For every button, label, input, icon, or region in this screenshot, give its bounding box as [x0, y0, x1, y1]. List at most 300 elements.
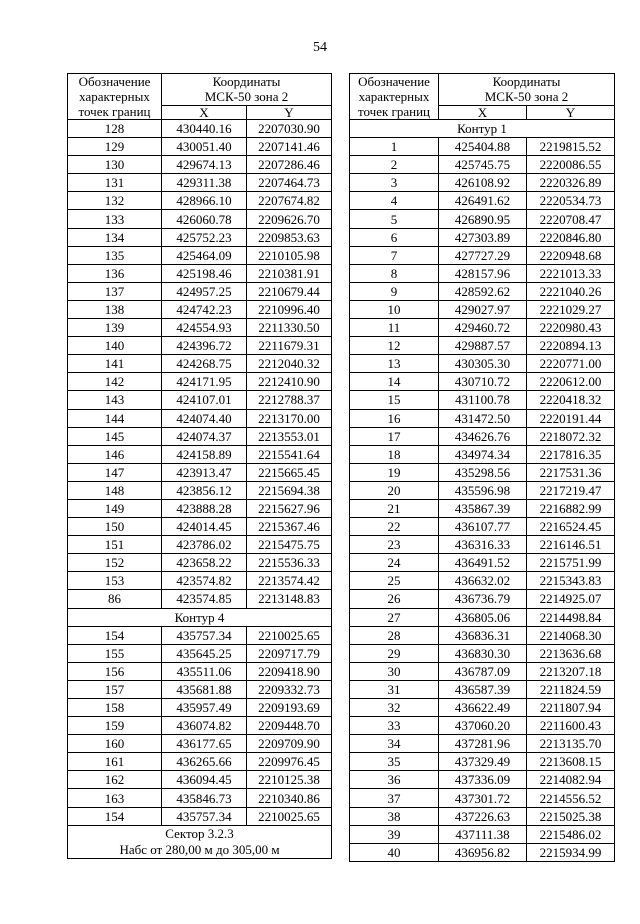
coord-x-cell: 423786.02: [162, 536, 247, 554]
section-row: [350, 120, 615, 138]
table-row: [68, 210, 332, 228]
table-row: [68, 337, 332, 355]
coord-y-cell: 2215934.99: [527, 843, 615, 861]
coord-y-cell: 2220418.32: [527, 391, 615, 409]
point-number-cell: 155: [68, 644, 162, 662]
table-row: [68, 680, 332, 698]
table-row: [68, 626, 332, 644]
point-number-cell: 160: [68, 735, 162, 753]
point-number-cell: 18: [350, 445, 439, 463]
point-number-cell: 148: [68, 481, 162, 499]
coord-y-cell: 2215343.83: [527, 572, 615, 590]
table-row: [350, 319, 615, 337]
coord-y-cell: 2216524.45: [527, 518, 615, 536]
coord-x-cell: 437301.72: [439, 789, 527, 807]
sector-caption: [68, 825, 332, 858]
coord-x-cell: 424171.95: [162, 373, 247, 391]
coordinates-table-left: [67, 73, 332, 859]
table-row: [350, 825, 615, 843]
point-number-cell: 145: [68, 427, 162, 445]
section-row: [68, 608, 332, 626]
table-row: [68, 717, 332, 735]
coord-y-cell: 2210125.38: [247, 771, 332, 789]
header-group-line: МСК-50 зона 2: [484, 89, 569, 105]
coord-x-cell: 429027.97: [439, 300, 527, 318]
table-row: [350, 590, 615, 608]
table-header-row: [68, 74, 332, 106]
coord-y-cell: 2210105.98: [247, 246, 332, 264]
header-label-line: характерных: [79, 89, 150, 104]
table-row: [68, 264, 332, 282]
coord-y-cell: 2207286.46: [247, 156, 332, 174]
coord-x-cell: 436265.66: [162, 753, 247, 771]
table-row: [68, 536, 332, 554]
table-row: [350, 608, 615, 626]
point-number-cell: 146: [68, 445, 162, 463]
point-number-cell: 14: [350, 373, 439, 391]
coord-x-cell: 436491.52: [439, 554, 527, 572]
coord-x-cell: 424074.37: [162, 427, 247, 445]
coord-x-cell: 429674.13: [162, 156, 247, 174]
table-row: [350, 355, 615, 373]
table-row: [350, 753, 615, 771]
table-row: [68, 807, 332, 825]
table-row: [68, 518, 332, 536]
coord-x-cell: 424957.25: [162, 282, 247, 300]
point-number-cell: 147: [68, 463, 162, 481]
header-col-y: Y: [527, 105, 615, 119]
coord-x-cell: 437111.38: [439, 825, 527, 843]
coord-x-cell: 424742.23: [162, 300, 247, 318]
coord-x-cell: 436177.65: [162, 735, 247, 753]
coord-y-cell: 2220191.44: [527, 409, 615, 427]
table-row: [68, 246, 332, 264]
table-row: [68, 192, 332, 210]
point-number-cell: 17: [350, 427, 439, 445]
header-label-line: Обозначение: [78, 74, 151, 89]
point-number-cell: 128: [68, 120, 162, 138]
coord-y-cell: 2214556.52: [527, 789, 615, 807]
point-number-cell: 142: [68, 373, 162, 391]
table-row: [68, 572, 332, 590]
coord-x-cell: 436787.09: [439, 662, 527, 680]
table-row: [68, 120, 332, 138]
coord-y-cell: 2213135.70: [527, 735, 615, 753]
table-row: [350, 717, 615, 735]
point-number-cell: 159: [68, 717, 162, 735]
coord-x-cell: 425745.75: [439, 156, 527, 174]
coord-y-cell: 2215367.46: [247, 518, 332, 536]
header-col-x: X: [162, 105, 247, 119]
table-row: [350, 300, 615, 318]
coord-x-cell: 430440.16: [162, 120, 247, 138]
table-row: [350, 626, 615, 644]
coord-x-cell: 424014.45: [162, 518, 247, 536]
coord-x-cell: 426108.92: [439, 174, 527, 192]
table-row: [350, 536, 615, 554]
point-number-cell: 27: [350, 608, 439, 626]
point-number-cell: 29: [350, 644, 439, 662]
coord-y-cell: 2215536.33: [247, 554, 332, 572]
point-number-cell: 33: [350, 717, 439, 735]
coord-y-cell: 2213608.15: [527, 753, 615, 771]
coord-y-cell: 2220771.00: [527, 355, 615, 373]
table-row: [350, 481, 615, 499]
coord-y-cell: 2212788.37: [247, 391, 332, 409]
coord-y-cell: 2213636.68: [527, 644, 615, 662]
coord-x-cell: 431100.78: [439, 391, 527, 409]
header-group-line: Координаты: [492, 74, 561, 90]
coord-x-cell: 435298.56: [439, 463, 527, 481]
table-row: [68, 662, 332, 680]
coord-x-cell: 436316.33: [439, 536, 527, 554]
coord-x-cell: 436074.82: [162, 717, 247, 735]
coord-x-cell: 435645.25: [162, 644, 247, 662]
section-title: Контур 1: [350, 120, 615, 138]
coord-x-cell: 436094.45: [162, 771, 247, 789]
table-row: [68, 699, 332, 717]
coord-x-cell: 426491.62: [439, 192, 527, 210]
table-row: [68, 319, 332, 337]
table-row: [68, 644, 332, 662]
coord-x-cell: 435846.73: [162, 789, 247, 807]
sector-height-range: Набс от 280,00 м до 305,00 м: [119, 841, 280, 857]
table-row: [68, 409, 332, 427]
header-label-line: точек границ: [78, 104, 151, 119]
table-row: [68, 138, 332, 156]
table-row: [68, 499, 332, 517]
coord-x-cell: 437329.49: [439, 753, 527, 771]
coord-y-cell: 2209418.90: [247, 662, 332, 680]
table-row: [68, 445, 332, 463]
coord-y-cell: 2215475.75: [247, 536, 332, 554]
coord-y-cell: 2210381.91: [247, 264, 332, 282]
table-row: [350, 499, 615, 517]
coord-x-cell: 437281.96: [439, 735, 527, 753]
header-point-label: [68, 74, 162, 120]
coord-y-cell: 2207141.46: [247, 138, 332, 156]
point-number-cell: 132: [68, 192, 162, 210]
point-number-cell: 11: [350, 319, 439, 337]
coordinates-table-right: [349, 73, 615, 862]
point-number-cell: 149: [68, 499, 162, 517]
table-row: [350, 445, 615, 463]
point-number-cell: 139: [68, 319, 162, 337]
coord-x-cell: 437336.09: [439, 771, 527, 789]
point-number-cell: 3: [350, 174, 439, 192]
coord-x-cell: 428592.62: [439, 282, 527, 300]
coord-x-cell: 430710.72: [439, 373, 527, 391]
coord-x-cell: 425404.88: [439, 138, 527, 156]
point-number-cell: 156: [68, 662, 162, 680]
coord-x-cell: 434626.76: [439, 427, 527, 445]
coord-y-cell: 2207030.90: [247, 120, 332, 138]
coord-y-cell: 2217816.35: [527, 445, 615, 463]
table-row: [350, 337, 615, 355]
point-number-cell: 150: [68, 518, 162, 536]
coord-y-cell: 2217531.36: [527, 463, 615, 481]
coord-y-cell: 2210996.40: [247, 300, 332, 318]
coord-x-cell: 430305.30: [439, 355, 527, 373]
point-number-cell: 138: [68, 300, 162, 318]
table-header-row: [350, 74, 615, 106]
point-number-cell: 15: [350, 391, 439, 409]
coord-x-cell: 423888.28: [162, 499, 247, 517]
header-group-line: Координаты: [212, 74, 281, 90]
point-number-cell: 151: [68, 536, 162, 554]
coord-x-cell: 423658.22: [162, 554, 247, 572]
coord-y-cell: 2207464.73: [247, 174, 332, 192]
coord-y-cell: 2215694.38: [247, 481, 332, 499]
point-number-cell: 1: [350, 138, 439, 156]
point-number-cell: 134: [68, 228, 162, 246]
coord-y-cell: 2211807.94: [527, 699, 615, 717]
point-number-cell: 35: [350, 753, 439, 771]
table-row: [350, 174, 615, 192]
point-number-cell: 9: [350, 282, 439, 300]
coord-x-cell: 430051.40: [162, 138, 247, 156]
point-number-cell: 10: [350, 300, 439, 318]
coord-y-cell: 2210025.65: [247, 807, 332, 825]
point-number-cell: 153: [68, 572, 162, 590]
point-number-cell: 34: [350, 735, 439, 753]
table-row: [350, 789, 615, 807]
table-row: [68, 228, 332, 246]
coord-x-cell: 426890.95: [439, 210, 527, 228]
header-group-line: МСК-50 зона 2: [204, 89, 289, 105]
point-number-cell: 86: [68, 590, 162, 608]
point-number-cell: 23: [350, 536, 439, 554]
header-label-line: характерных: [358, 89, 430, 104]
coord-y-cell: 2214925.07: [527, 590, 615, 608]
point-number-cell: 26: [350, 590, 439, 608]
coord-y-cell: 2209976.45: [247, 753, 332, 771]
coord-x-cell: 425464.09: [162, 246, 247, 264]
coord-x-cell: 428966.10: [162, 192, 247, 210]
coord-y-cell: 2214082.94: [527, 771, 615, 789]
coord-x-cell: 437226.63: [439, 807, 527, 825]
point-number-cell: 131: [68, 174, 162, 192]
point-number-cell: 161: [68, 753, 162, 771]
coord-y-cell: 2209717.79: [247, 644, 332, 662]
point-number-cell: 140: [68, 337, 162, 355]
point-number-cell: 136: [68, 264, 162, 282]
table-row: [350, 373, 615, 391]
coord-y-cell: 2217219.47: [527, 481, 615, 499]
coord-y-cell: 2220846.80: [527, 228, 615, 246]
point-number-cell: 16: [350, 409, 439, 427]
coord-y-cell: 2215665.45: [247, 463, 332, 481]
coord-x-cell: 427727.29: [439, 246, 527, 264]
coord-y-cell: 2215751.99: [527, 554, 615, 572]
sector-row: [68, 825, 332, 858]
point-number-cell: 8: [350, 264, 439, 282]
coord-x-cell: 429460.72: [439, 319, 527, 337]
coord-y-cell: 2209709.90: [247, 735, 332, 753]
coord-x-cell: 436587.39: [439, 680, 527, 698]
table-row: [350, 680, 615, 698]
page-number: 54: [313, 40, 327, 55]
table-row: [350, 409, 615, 427]
table-row: [68, 463, 332, 481]
point-number-cell: 129: [68, 138, 162, 156]
coord-x-cell: 424074.40: [162, 409, 247, 427]
coord-x-cell: 423574.82: [162, 572, 247, 590]
table-body-right: [350, 120, 615, 862]
coord-x-cell: 436107.77: [439, 518, 527, 536]
coord-x-cell: 424107.01: [162, 391, 247, 409]
coord-y-cell: 2219815.52: [527, 138, 615, 156]
point-number-cell: 2: [350, 156, 439, 174]
coord-y-cell: 2218072.32: [527, 427, 615, 445]
table-row: [68, 590, 332, 608]
table-row: [350, 264, 615, 282]
coord-x-cell: 435867.39: [439, 499, 527, 517]
point-number-cell: 6: [350, 228, 439, 246]
coord-x-cell: 423856.12: [162, 481, 247, 499]
header-coordinates-group: [439, 74, 615, 106]
point-number-cell: 30: [350, 662, 439, 680]
sector-title: Сектор 3.2.3: [165, 825, 234, 841]
coord-y-cell: 2207674.82: [247, 192, 332, 210]
table-row: [350, 210, 615, 228]
table-row: [350, 572, 615, 590]
table-row: [350, 699, 615, 717]
point-number-cell: 4: [350, 192, 439, 210]
coord-y-cell: 2220980.43: [527, 319, 615, 337]
coord-y-cell: 2212410.90: [247, 373, 332, 391]
point-number-cell: 154: [68, 626, 162, 644]
coord-y-cell: 2215025.38: [527, 807, 615, 825]
point-number-cell: 25: [350, 572, 439, 590]
coord-y-cell: 2211600.43: [527, 717, 615, 735]
point-number-cell: 7: [350, 246, 439, 264]
coord-x-cell: 435681.88: [162, 680, 247, 698]
header-label-line: Обозначение: [358, 74, 430, 89]
point-number-cell: 12: [350, 337, 439, 355]
table-row: [350, 843, 615, 861]
coord-y-cell: 2211824.59: [527, 680, 615, 698]
point-number-cell: 137: [68, 282, 162, 300]
coord-y-cell: 2220708.47: [527, 210, 615, 228]
header-col-y: Y: [247, 105, 332, 119]
coord-y-cell: 2213553.01: [247, 427, 332, 445]
coord-x-cell: 423574.85: [162, 590, 247, 608]
coord-y-cell: 2220326.89: [527, 174, 615, 192]
point-number-cell: 24: [350, 554, 439, 572]
coord-y-cell: 2209332.73: [247, 680, 332, 698]
coord-x-cell: 435511.06: [162, 662, 247, 680]
coord-x-cell: 424396.72: [162, 337, 247, 355]
coord-y-cell: 2220612.00: [527, 373, 615, 391]
point-number-cell: 31: [350, 680, 439, 698]
coord-x-cell: 436836.31: [439, 626, 527, 644]
coord-y-cell: 2215486.02: [527, 825, 615, 843]
table-row: [350, 662, 615, 680]
coord-y-cell: 2214498.84: [527, 608, 615, 626]
point-number-cell: 19: [350, 463, 439, 481]
coord-y-cell: 2215541.64: [247, 445, 332, 463]
table-row: [68, 300, 332, 318]
coord-y-cell: 2213148.83: [247, 590, 332, 608]
coord-y-cell: 2213207.18: [527, 662, 615, 680]
point-number-cell: 38: [350, 807, 439, 825]
table-row: [350, 735, 615, 753]
coord-y-cell: 2209448.70: [247, 717, 332, 735]
point-number-cell: 141: [68, 355, 162, 373]
table-row: [68, 735, 332, 753]
table-row: [68, 771, 332, 789]
table-row: [68, 355, 332, 373]
table-row: [350, 282, 615, 300]
coord-x-cell: 436632.02: [439, 572, 527, 590]
coord-y-cell: 2209193.69: [247, 699, 332, 717]
coord-y-cell: 2209626.70: [247, 210, 332, 228]
coord-x-cell: 435957.49: [162, 699, 247, 717]
coord-y-cell: 2211679.31: [247, 337, 332, 355]
table-row: [68, 427, 332, 445]
point-number-cell: 5: [350, 210, 439, 228]
coord-y-cell: 2220534.73: [527, 192, 615, 210]
coord-x-cell: 437060.20: [439, 717, 527, 735]
point-number-cell: 37: [350, 789, 439, 807]
coord-y-cell: 2220948.68: [527, 246, 615, 264]
point-number-cell: 135: [68, 246, 162, 264]
point-number-cell: 20: [350, 481, 439, 499]
coord-y-cell: 2216882.99: [527, 499, 615, 517]
point-number-cell: 36: [350, 771, 439, 789]
coord-x-cell: 426060.78: [162, 210, 247, 228]
point-number-cell: 143: [68, 391, 162, 409]
point-number-cell: 158: [68, 699, 162, 717]
coord-y-cell: 2220086.55: [527, 156, 615, 174]
point-number-cell: 22: [350, 518, 439, 536]
table-row: [68, 481, 332, 499]
coord-x-cell: 436956.82: [439, 843, 527, 861]
point-number-cell: 154: [68, 807, 162, 825]
table-row: [350, 554, 615, 572]
table-row: [68, 174, 332, 192]
table-row: [350, 138, 615, 156]
table-row: [68, 156, 332, 174]
table-row: [350, 807, 615, 825]
header-col-x: X: [439, 105, 527, 119]
table-row: [350, 391, 615, 409]
coord-y-cell: 2221013.33: [527, 264, 615, 282]
table-row: [350, 644, 615, 662]
point-number-cell: 163: [68, 789, 162, 807]
coord-y-cell: 2210340.86: [247, 789, 332, 807]
table-row: [350, 427, 615, 445]
table-body-left: [68, 120, 332, 859]
coord-x-cell: 435596.98: [439, 481, 527, 499]
coord-x-cell: 436622.49: [439, 699, 527, 717]
table-row: [350, 246, 615, 264]
point-number-cell: 130: [68, 156, 162, 174]
coord-x-cell: 436805.06: [439, 608, 527, 626]
point-number-cell: 152: [68, 554, 162, 572]
table-row: [350, 518, 615, 536]
point-number-cell: 13: [350, 355, 439, 373]
table-row: [350, 192, 615, 210]
coord-x-cell: 436830.30: [439, 644, 527, 662]
coord-x-cell: 423913.47: [162, 463, 247, 481]
table-row: [68, 554, 332, 572]
table-row: [350, 228, 615, 246]
coord-y-cell: 2210025.65: [247, 626, 332, 644]
table-row: [68, 753, 332, 771]
point-number-cell: 162: [68, 771, 162, 789]
